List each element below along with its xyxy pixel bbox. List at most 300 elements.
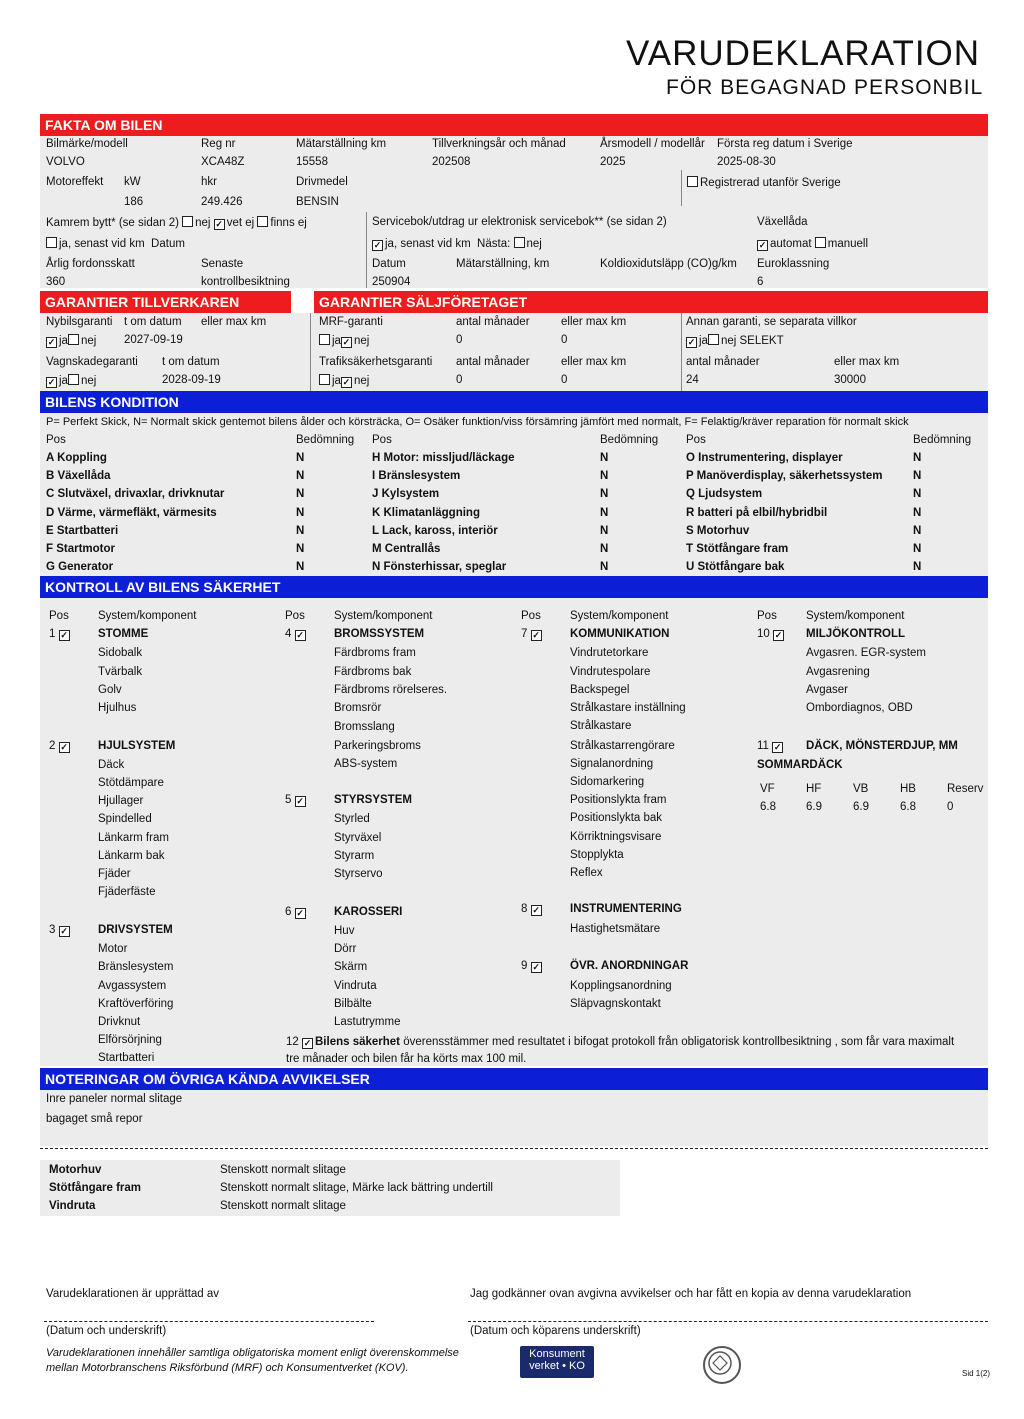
tyre-label: HB bbox=[900, 783, 916, 795]
component-item: Bränslesystem bbox=[98, 961, 174, 973]
component-item: Avgaser bbox=[806, 684, 848, 696]
label-datum-besiktning: Datum bbox=[372, 258, 406, 270]
check-group-9 bbox=[521, 960, 544, 973]
checkbox-group-5[interactable]: ✓ bbox=[296, 796, 304, 806]
kondition-item: P Manöverdisplay, säkerhetssystem bbox=[686, 470, 883, 482]
kondition-item: N Fönsterhissar, speglar bbox=[372, 561, 507, 573]
component-item: Vindrutetorkare bbox=[570, 647, 649, 659]
kondition-grade: N bbox=[296, 543, 305, 555]
tyre-depth: 6.8 bbox=[760, 801, 776, 813]
divider bbox=[310, 313, 311, 391]
label-vagnskadegaranti: Vagnskadegaranti bbox=[46, 356, 138, 368]
kondition-grade: N bbox=[296, 561, 305, 573]
component-item: Skärm bbox=[334, 961, 368, 973]
label-bedomning: Bedömning bbox=[296, 434, 355, 446]
label-utanfor: Registrerad utanför Sverige bbox=[700, 177, 841, 189]
label-nybilsgaranti: Nybilsgaranti bbox=[46, 316, 113, 328]
component-item: Signalanordning bbox=[570, 758, 654, 770]
label-regnr: Reg nr bbox=[201, 138, 236, 150]
component-item: Parkeringsbroms bbox=[334, 740, 421, 752]
checkbox-annan-ja[interactable]: ✓ bbox=[687, 337, 696, 347]
konsumentverket-logo bbox=[520, 1346, 594, 1378]
field-nybilsgaranti bbox=[46, 334, 96, 348]
group-title: INSTRUMENTERING bbox=[570, 903, 682, 915]
label-tom-datum: t om datum bbox=[162, 356, 220, 368]
check-group-5 bbox=[285, 794, 308, 807]
component-item: Länkarm fram bbox=[98, 832, 169, 844]
checkbox-kamrem-ja[interactable] bbox=[46, 237, 57, 248]
tyre-label: VB bbox=[853, 783, 869, 795]
label-ja: ja bbox=[59, 375, 68, 387]
section-garanti-tillverkare: GARANTIER TILLVERKAREN bbox=[40, 291, 291, 313]
kondition-grade: N bbox=[600, 507, 609, 519]
value-tillverkning: 202508 bbox=[432, 156, 471, 168]
tyre-depth: 6.9 bbox=[853, 801, 869, 813]
kondition-item: O Instrumentering, displayer bbox=[686, 452, 843, 464]
legal-text: Varudeklarationen innehåller samtliga obligatoriska moment enligt överenskommelse bbox=[46, 1347, 459, 1359]
kondition-grade: N bbox=[600, 561, 609, 573]
label-trafiksakerhetsgaranti: Trafiksäkerhetsgaranti bbox=[319, 356, 433, 368]
label-max-km: eller max km bbox=[561, 316, 627, 328]
component-item: Strålkastare inställning bbox=[570, 702, 686, 714]
checkbox-trafik-ja[interactable] bbox=[319, 374, 330, 385]
component-item: Avgasren. EGR-system bbox=[806, 647, 926, 659]
group-title: DÄCK, MÖNSTERDJUP, MM bbox=[806, 740, 958, 752]
component-item: Huv bbox=[334, 925, 355, 937]
component-item: Bromsrör bbox=[334, 702, 382, 714]
value-forsta-reg: 2025-08-30 bbox=[717, 156, 776, 168]
kondition-grade: N bbox=[296, 507, 305, 519]
group-title: MILJÖKONTROLL bbox=[806, 628, 906, 640]
checkbox-group-2[interactable]: ✓ bbox=[60, 742, 68, 752]
component-item: Tvärbalk bbox=[98, 666, 143, 678]
label-antal-manader: antal månader bbox=[456, 356, 530, 368]
component-item: ABS-system bbox=[334, 758, 398, 770]
component-item: Färdbroms bak bbox=[334, 666, 412, 678]
label-max-km: eller max km bbox=[561, 356, 627, 368]
tyre-label: Reserv bbox=[947, 783, 984, 795]
checkbox-kamrem-nej[interactable] bbox=[182, 216, 193, 227]
label-signature-seller: (Datum och underskrift) bbox=[46, 1325, 167, 1337]
component-item: Hjullager bbox=[98, 795, 144, 807]
checkbox-group-8[interactable]: ✓ bbox=[532, 905, 540, 915]
check-group-6 bbox=[285, 906, 308, 919]
component-item: Kraftöverföring bbox=[98, 998, 174, 1010]
label-vetej: vet ej bbox=[226, 217, 255, 229]
label-selekt: nej SELEKT bbox=[720, 335, 784, 347]
label-euroklassning: Euroklassning bbox=[757, 258, 830, 270]
label-ja: ja bbox=[59, 335, 68, 347]
value-datum-besiktning: 250904 bbox=[372, 276, 411, 288]
label-system: System/komponent bbox=[806, 610, 905, 622]
checkbox-mrf-nej[interactable]: ✓ bbox=[342, 337, 351, 347]
logo-line: Konsument bbox=[529, 1348, 585, 1360]
value-mrf-manader: 0 bbox=[456, 334, 463, 346]
checkbox-utanfor[interactable] bbox=[687, 176, 698, 187]
group-number: 11 bbox=[757, 740, 769, 752]
component-item: Däck bbox=[98, 759, 125, 771]
component-item: Släpvagnskontakt bbox=[570, 998, 661, 1010]
value-mrf-km: 0 bbox=[561, 334, 568, 346]
checkbox-group-10[interactable]: ✓ bbox=[774, 630, 783, 640]
checkbox-servicebok-ja[interactable]: ✓ bbox=[373, 240, 382, 250]
field-trafik bbox=[319, 374, 369, 388]
note-12-line2: tre månader och bilen får ha körts max 100 mil. bbox=[286, 1053, 527, 1065]
label-antal-manader: antal månader bbox=[456, 316, 530, 328]
label-system: System/komponent bbox=[98, 610, 197, 622]
field-mrf bbox=[319, 334, 369, 348]
value-trafik-manader: 0 bbox=[456, 374, 463, 386]
component-item: Styrled bbox=[334, 813, 370, 825]
field-registrerad-utanfor[interactable] bbox=[687, 176, 841, 189]
group-title: DRIVSYSTEM bbox=[98, 924, 173, 936]
note-12-text: överensstämmer med resultatet i bifogat protokoll från obligatorisk kontrollbesiktning , som får vara maximalt bbox=[400, 1036, 955, 1048]
component-item: Stopplykta bbox=[570, 849, 624, 861]
checkbox-automat[interactable]: ✓ bbox=[758, 240, 767, 250]
checkbox-group-6[interactable]: ✓ bbox=[296, 908, 304, 918]
component-item: Avgassystem bbox=[98, 980, 167, 992]
component-item: Positionslykta fram bbox=[570, 794, 667, 806]
kondition-item: I Bränslesystem bbox=[372, 470, 461, 482]
label-pos: Pos bbox=[757, 610, 777, 622]
tyre-label: VF bbox=[760, 783, 775, 795]
checkbox-group-7[interactable]: ✓ bbox=[532, 630, 540, 640]
label-max-km: eller max km bbox=[201, 316, 267, 328]
kondition-grade: N bbox=[913, 470, 922, 482]
label-pos: Pos bbox=[521, 610, 541, 622]
logo-line: verket • KO bbox=[529, 1360, 585, 1372]
value-arsmodell: 2025 bbox=[600, 156, 626, 168]
check-group-1 bbox=[49, 628, 72, 641]
check-group-7 bbox=[521, 628, 544, 641]
section-garanti-saljforetag: GARANTIER SÄLJFÖRETAGET bbox=[314, 291, 988, 313]
signature-line-buyer[interactable] bbox=[468, 1321, 988, 1322]
label-bedomning: Bedömning bbox=[913, 434, 972, 446]
checkbox-group-3[interactable]: ✓ bbox=[60, 926, 68, 936]
divider bbox=[40, 1148, 988, 1149]
component-item: Sidomarkering bbox=[570, 776, 645, 788]
checkbox-nybil-nej[interactable] bbox=[68, 334, 79, 345]
kondition-item: U Stötfångare bak bbox=[686, 561, 785, 573]
label-motoreffekt: Motoreffekt bbox=[46, 176, 104, 188]
label-signature-buyer: (Datum och köparens underskrift) bbox=[470, 1325, 641, 1337]
note-line: bagaget små repor bbox=[46, 1113, 143, 1125]
tyre-depth: 0 bbox=[947, 801, 954, 813]
checkbox-vagn-nej[interactable] bbox=[68, 374, 79, 385]
kondition-grade: N bbox=[913, 525, 922, 537]
label-matarstallning: Mätarställning km bbox=[296, 138, 387, 150]
component-item: Startbatteri bbox=[98, 1052, 155, 1064]
component-item: Fjäderfäste bbox=[98, 886, 156, 898]
label-godkanner: Jag godkänner ovan avgivna avvikelser och har fått en kopia av denna varudeklaration bbox=[470, 1288, 912, 1300]
check-group-2 bbox=[49, 740, 72, 753]
label-pos: Pos bbox=[372, 434, 392, 446]
label-pos: Pos bbox=[46, 434, 66, 446]
check-group-11 bbox=[757, 740, 785, 753]
component-item: Färdbroms rörelseres. bbox=[334, 684, 448, 696]
group-number: 2 bbox=[49, 740, 56, 752]
tyre-season: SOMMARDÄCK bbox=[757, 759, 843, 771]
mrf-seal-icon bbox=[703, 1346, 741, 1384]
component-item: Ombordiagnos, OBD bbox=[806, 702, 913, 714]
label-pos: Pos bbox=[285, 610, 305, 622]
checkbox-servicebok-nej[interactable] bbox=[514, 237, 525, 248]
label-annan-garanti: Annan garanti, se separata villkor bbox=[686, 316, 857, 328]
kondition-grade: N bbox=[600, 525, 609, 537]
component-item: Drivknut bbox=[98, 1016, 141, 1028]
field-servicebok bbox=[372, 237, 542, 251]
label-nej: nej bbox=[353, 375, 370, 387]
label-mrf-garanti: MRF-garanti bbox=[319, 316, 383, 328]
divider bbox=[366, 212, 367, 288]
component-item: Styrväxel bbox=[334, 832, 382, 844]
component-item: Länkarm bak bbox=[98, 850, 165, 862]
label-pos: Pos bbox=[49, 610, 69, 622]
kondition-grade: N bbox=[296, 488, 305, 500]
note-text: Stenskott normalt slitage, Märke lack bättring undertill bbox=[220, 1182, 493, 1194]
noteringar-panel bbox=[40, 1090, 988, 1146]
kondition-item: C Slutväxel, drivaxlar, drivknutar bbox=[46, 488, 225, 500]
kondition-item: M Centrallås bbox=[372, 543, 441, 555]
label-ja: ja bbox=[332, 335, 341, 347]
component-item: Körriktningsvisare bbox=[570, 831, 662, 843]
kondition-grade: N bbox=[600, 543, 609, 555]
note-12-bold: Bilens säkerhet bbox=[315, 1036, 401, 1048]
checkbox-nybil-ja[interactable]: ✓ bbox=[47, 337, 56, 347]
label-tillverkning: Tillverkningsår och månad bbox=[432, 138, 566, 150]
note-line: Inre paneler normal slitage bbox=[46, 1093, 183, 1105]
label-nej: nej bbox=[526, 238, 542, 250]
group-title: KOMMUNIKATION bbox=[570, 628, 670, 640]
component-item: Bromsslang bbox=[334, 721, 395, 733]
label-servicebok: Servicebok/utdrag ur elektronisk servicebok** (se sidan 2) bbox=[372, 216, 667, 228]
group-number: 7 bbox=[521, 628, 528, 640]
tyre-depth: 6.8 bbox=[900, 801, 916, 813]
label-system: System/komponent bbox=[334, 610, 433, 622]
label-nej: nej bbox=[195, 217, 211, 229]
group-number: 4 bbox=[285, 628, 292, 640]
label-pos: Pos bbox=[686, 434, 706, 446]
value-matarstallning: 15558 bbox=[296, 156, 328, 168]
label-upprattad: Varudeklarationen är upprättad av bbox=[46, 1288, 220, 1300]
label-ja: ja bbox=[699, 335, 708, 347]
label-kamrem: Kamrem bytt* (se sidan 2) bbox=[46, 217, 179, 229]
kondition-grade: N bbox=[913, 488, 922, 500]
group-title: ÖVR. ANORDNINGAR bbox=[570, 960, 689, 972]
kondition-grade: N bbox=[296, 470, 305, 482]
kondition-grade: N bbox=[296, 452, 305, 464]
component-item: Elförsörjning bbox=[98, 1034, 162, 1046]
component-item: Motor bbox=[98, 943, 128, 955]
label-nej: nej bbox=[353, 335, 370, 347]
checkbox-group-9[interactable]: ✓ bbox=[532, 962, 540, 972]
page-number: Sid 1(2) bbox=[962, 1369, 991, 1378]
label-arsmodell: Årsmodell / modellår bbox=[600, 138, 705, 150]
label-max-km: eller max km bbox=[834, 356, 900, 368]
field-annan-garanti bbox=[686, 334, 784, 348]
label-nej: nej bbox=[80, 375, 97, 387]
component-item: Avgasrening bbox=[806, 666, 870, 678]
component-item: Vindruta bbox=[334, 980, 377, 992]
group-number: 6 bbox=[285, 906, 292, 918]
page-subtitle: FÖR BEGAGNAD PERSONBIL bbox=[666, 76, 984, 99]
label-nasta: Nästa: bbox=[477, 238, 511, 250]
kondition-item: R batteri på elbil/hybridbil bbox=[686, 507, 828, 519]
kondition-item: T Stötfångare fram bbox=[686, 543, 789, 555]
label-antal-manader: antal månader bbox=[686, 356, 760, 368]
component-item: Backspegel bbox=[570, 684, 630, 696]
section-noteringar: NOTERINGAR OM ÖVRIGA KÄNDA AVVIKELSER bbox=[40, 1068, 988, 1090]
value-trafik-km: 0 bbox=[561, 374, 568, 386]
field-vagnskadegaranti bbox=[46, 374, 96, 388]
value-regnr: XCA48Z bbox=[201, 156, 245, 168]
group-number: 3 bbox=[49, 924, 56, 936]
section-kondition: BILENS KONDITION bbox=[40, 391, 988, 413]
component-item: Styrservo bbox=[334, 868, 383, 880]
component-item: Färdbroms fram bbox=[334, 647, 416, 659]
component-item: Sidobalk bbox=[98, 647, 143, 659]
label-senaste: Senaste bbox=[201, 258, 244, 270]
label-co2: Koldioxidutsläpp (CO)g/km bbox=[600, 258, 737, 270]
kondition-grade: N bbox=[600, 488, 609, 500]
component-item: Vindrutespolare bbox=[570, 666, 651, 678]
group-title: BROMSSYSTEM bbox=[334, 628, 425, 640]
checkbox-vagn-ja[interactable]: ✓ bbox=[47, 377, 56, 387]
group-number: 9 bbox=[521, 960, 528, 972]
label-manuell: manuell bbox=[827, 238, 869, 250]
group-number: 10 bbox=[757, 628, 770, 640]
kondition-grade: N bbox=[913, 543, 922, 555]
kondition-grade: N bbox=[913, 452, 922, 464]
checkbox-group-4[interactable]: ✓ bbox=[296, 630, 304, 640]
label-forsta-reg: Första reg datum i Sverige bbox=[717, 138, 853, 150]
kondition-item: G Generator bbox=[46, 561, 114, 573]
kondition-item: F Startmotor bbox=[46, 543, 115, 555]
value-nybil-datum: 2027-09-19 bbox=[124, 334, 183, 346]
field-vaxellada bbox=[757, 237, 868, 251]
component-item: Fjäder bbox=[98, 868, 131, 880]
component-item: Styrarm bbox=[334, 850, 375, 862]
note-text: Stenskott normalt slitage bbox=[220, 1164, 346, 1176]
component-item: Strålkastarrengörare bbox=[570, 740, 675, 752]
label-kw: kW bbox=[124, 176, 141, 188]
checkbox-group-1[interactable]: ✓ bbox=[60, 630, 68, 640]
kondition-grade: N bbox=[913, 561, 922, 573]
component-item: Lastutrymme bbox=[334, 1016, 401, 1028]
checkbox-manuell[interactable] bbox=[815, 237, 826, 248]
check-group-3 bbox=[49, 924, 72, 937]
kondition-grade: N bbox=[913, 507, 922, 519]
signature-line-seller[interactable] bbox=[44, 1321, 374, 1322]
checkbox-annan-nej[interactable] bbox=[708, 334, 719, 345]
kondition-grade: N bbox=[296, 525, 305, 537]
label-matarstallning-besiktning: Mätarställning, km bbox=[456, 258, 550, 270]
label-drivmedel: Drivmedel bbox=[296, 176, 348, 188]
value-marke: VOLVO bbox=[46, 156, 85, 168]
label-marke: Bilmärke/modell bbox=[46, 138, 128, 150]
checkbox-mrf-ja[interactable] bbox=[319, 334, 330, 345]
kondition-item: L Lack, kaross, interiör bbox=[372, 525, 498, 537]
label-system: System/komponent bbox=[570, 610, 669, 622]
section-fakta: FAKTA OM BILEN bbox=[40, 114, 988, 136]
group-title: STOMME bbox=[98, 628, 149, 640]
checkbox-trafik-nej[interactable]: ✓ bbox=[342, 377, 351, 387]
component-item: Hjulhus bbox=[98, 702, 137, 714]
value-vagn-datum: 2028-09-19 bbox=[162, 374, 221, 386]
group-title: HJULSYSTEM bbox=[98, 740, 176, 752]
note-text: Stenskott normalt slitage bbox=[220, 1200, 346, 1212]
checkbox-kamrem-finnsej[interactable] bbox=[257, 216, 268, 227]
kondition-item: H Motor: missljud/läckage bbox=[372, 452, 515, 464]
component-item: Stötdämpare bbox=[98, 777, 164, 789]
kondition-item: E Startbatteri bbox=[46, 525, 119, 537]
group-title: STYRSYSTEM bbox=[334, 794, 412, 806]
label-bedomning: Bedömning bbox=[600, 434, 659, 446]
kondition-legend: P= Perfekt Skick, N= Normalt skick gentemot bilens ålder och körsträcka, O= Osäker funktion/viss försämring jämfört med normalt, F= Felaktig/kräver reparation för normalt skick bbox=[46, 416, 909, 428]
field-kamrem-ja bbox=[46, 237, 185, 250]
component-item: Spindelled bbox=[98, 813, 152, 825]
label-datum: Datum bbox=[151, 238, 185, 250]
page-title: VARUDEKLARATION bbox=[626, 34, 981, 73]
kondition-item: J Kylsystem bbox=[372, 488, 440, 500]
component-item: Hastighetsmätare bbox=[570, 923, 661, 935]
tyre-label: HF bbox=[806, 783, 822, 795]
group-number: 5 bbox=[285, 794, 292, 806]
checkbox-kamrem-vetej[interactable]: ✓ bbox=[215, 219, 223, 229]
note-part: Motorhuv bbox=[49, 1164, 102, 1176]
label-vaxellada: Växellåda bbox=[757, 216, 808, 228]
value-annan-km: 30000 bbox=[834, 374, 866, 386]
label-hkr: hkr bbox=[201, 176, 217, 188]
component-item: Reflex bbox=[570, 867, 603, 879]
kondition-item: Q Ljudsystem bbox=[686, 488, 763, 500]
kondition-item: S Motorhuv bbox=[686, 525, 750, 537]
kondition-item: B Växellåda bbox=[46, 470, 111, 482]
component-item: Golv bbox=[98, 684, 122, 696]
value-euroklassning: 6 bbox=[757, 276, 764, 288]
divider bbox=[681, 313, 682, 391]
label-nej: nej bbox=[80, 335, 97, 347]
check-group-10 bbox=[757, 628, 786, 641]
label-finnsej: finns ej bbox=[270, 217, 307, 229]
note-12 bbox=[286, 1036, 954, 1049]
checkbox-group-12[interactable]: ✓ bbox=[303, 1038, 312, 1048]
field-kamrem bbox=[46, 216, 307, 230]
value-skatt: 360 bbox=[46, 276, 66, 288]
component-item: Positionslykta bak bbox=[570, 812, 663, 824]
kondition-item: K Klimatanläggning bbox=[372, 507, 480, 519]
component-item: Kopplingsanordning bbox=[570, 980, 672, 992]
checkbox-group-11[interactable]: ✓ bbox=[773, 742, 782, 752]
kondition-grade: N bbox=[600, 470, 609, 482]
group-number: 8 bbox=[521, 903, 528, 915]
legal-text: mellan Motorbranschens Riksförbund (MRF) och Konsumentverket (KOV). bbox=[46, 1362, 409, 1374]
section-sakerhet: KONTROLL AV BILENS SÄKERHET bbox=[40, 576, 988, 598]
group-title: KAROSSERI bbox=[334, 906, 403, 918]
component-item: Strålkastare bbox=[570, 720, 632, 732]
group-number: 12 bbox=[286, 1036, 299, 1048]
label-kontrollbesiktning: kontrollbesiktning bbox=[201, 276, 290, 288]
divider bbox=[681, 170, 682, 206]
label-automat: automat bbox=[770, 238, 812, 250]
group-number: 1 bbox=[49, 628, 56, 640]
value-kw: 186 bbox=[124, 196, 144, 208]
component-item: Dörr bbox=[334, 943, 357, 955]
value-drivmedel: BENSIN bbox=[296, 196, 339, 208]
label-skatt: Årlig fordonsskatt bbox=[46, 258, 135, 270]
value-annan-manader: 24 bbox=[686, 374, 699, 386]
note-part: Vindruta bbox=[49, 1200, 96, 1212]
